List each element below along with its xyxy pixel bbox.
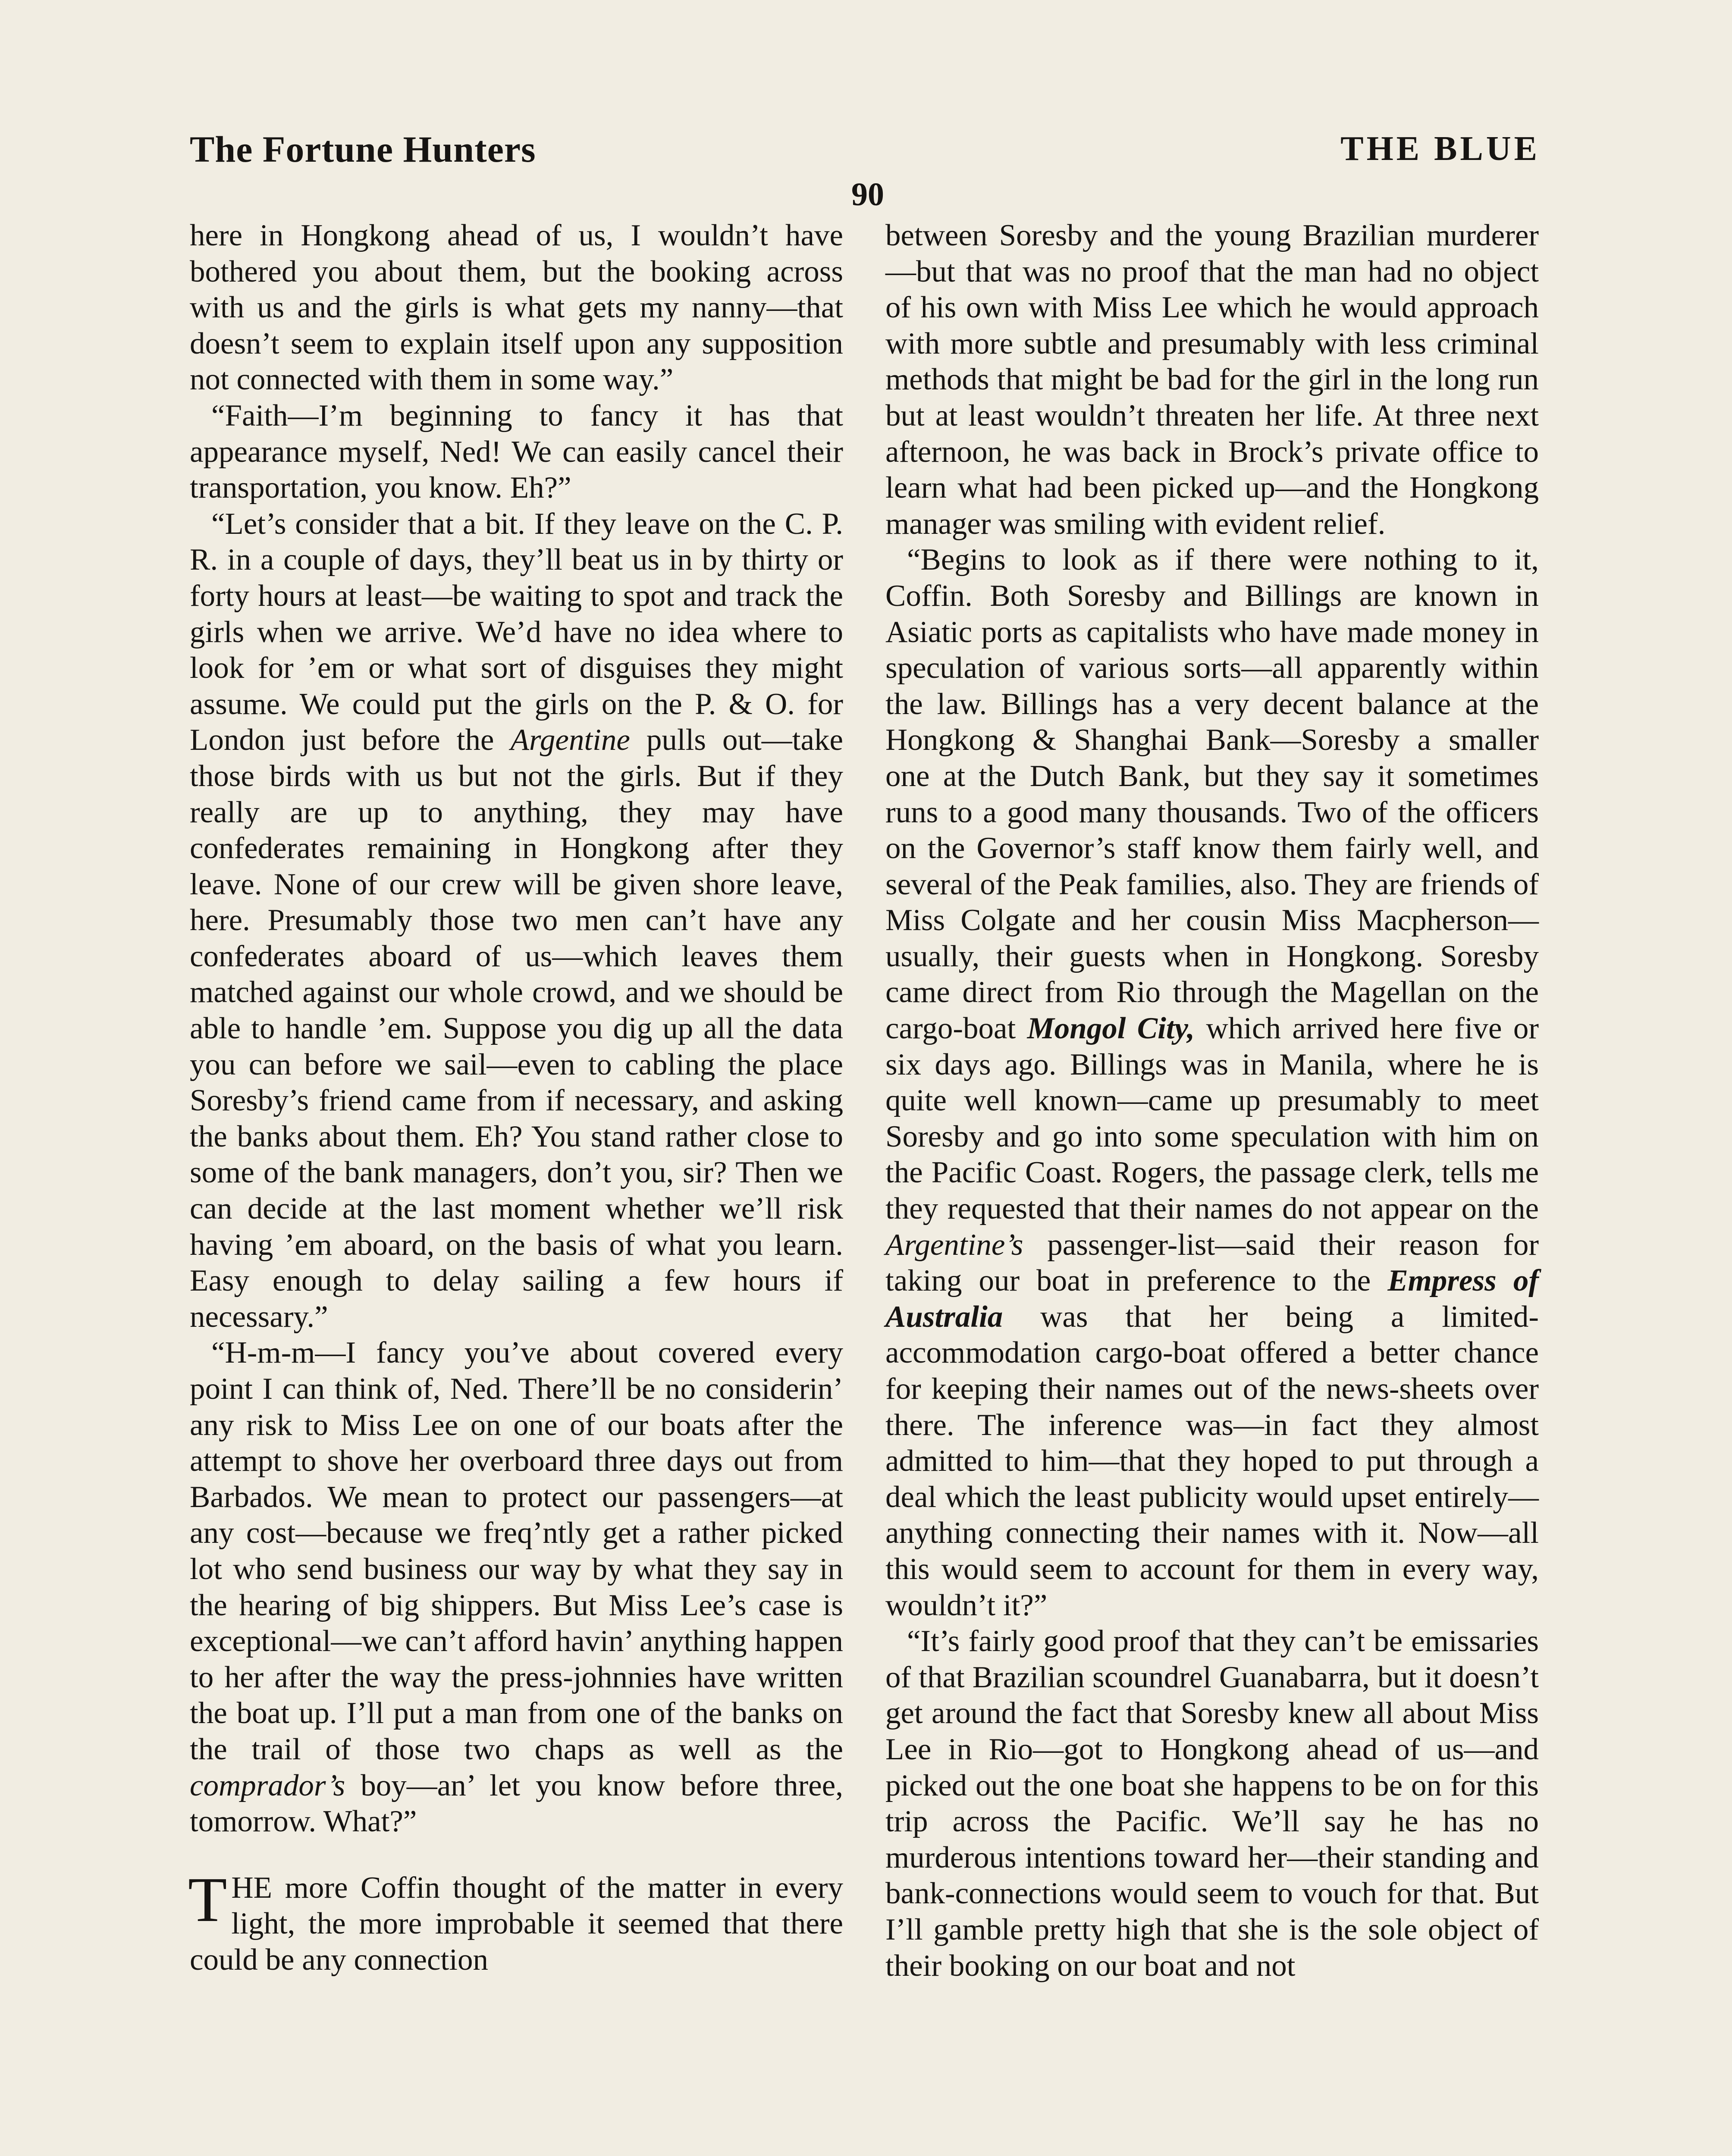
text-run: “Let’s consider that a bit. If they leave on the C. P. R. in a couple of days, they’ll beat us in by thirty or forty hours at least—be waiting to spot and track the girls when we arrive. We’d have no idea where to look for ’em or what sort of disguises they might assume. We could put the girls on the P. & O. for London just before the — [190, 507, 843, 757]
magazine-title: THE BLUE — [1340, 130, 1540, 168]
left-text-column — [190, 218, 843, 1978]
italic-word: comprador’s — [190, 1768, 345, 1802]
right-text-column — [885, 218, 1539, 1984]
paragraph: “It’s fairly good proof that they can’t be emissaries of that Brazilian scoundrel Guanabarra, but it doesn’t get around the fact that Soresby knew all about Miss Lee in Rio—got to Hongkong ahead of us—and picked out the one boat she happens to be on for this trip across the Pacific. We’ll say he has no murderous intentions toward her—their standing and bank-connections would seem to vouch for that. But I’ll gamble pretty high that she is the sole object of their booking on our boat and not — [885, 1624, 1539, 1983]
paragraph-section-start — [188, 1864, 843, 1978]
running-title: The Fortune Hunters — [190, 128, 536, 170]
ship-name-italic: Argentine’s — [885, 1228, 1023, 1262]
text-run: “H-m-m—I fancy you’ve about covered every point I can think of, Ned. There’ll be no considerin’ any risk to Miss Lee on one of our boats after the attempt to shove her overboard three days out from Barbados. We mean to protect our passengers—at any cost—because we freq’ntly get a rather picked lot who send business our way by what they say in the hearing of big shippers. But Miss Lee’s case is exceptional—we can’t afford havin’ anything happen to her after the way the press-johnnies have written the boat up. I’ll put a man from one of the banks on the trail of those two chaps as well as the — [190, 1336, 843, 1766]
text-run: “Begins to look as if there were nothing to it, Coffin. Both Soresby and Billings are known in Asiatic ports as capitalists who have made money in speculation of various sorts—all apparently within the law. Billings has a very decent balance at the Hongkong & Shanghai Bank—Soresby a smaller one at the Dutch Bank, but they say it sometimes runs to a good many thousands. Two of the officers on the Governor’s staff know them fairly well, and several of the Peak families, also. They are friends of Miss Colgate and her cousin Miss Macpherson—usually, their guests when in Hongkong. Soresby came direct from Rio through the Magellan on the cargo-boat — [885, 543, 1539, 1046]
ship-name-italic: Mongol City, — [1027, 1012, 1195, 1046]
ship-name-italic: Empress of Australia — [885, 1264, 1539, 1334]
paragraph: “Faith—I’m beginning to fancy it has that appearance myself, Ned! We can easily cancel their transportation, you know. Eh?” — [190, 398, 843, 505]
text-run: which arrived here five or six days ago. Billings was in Manila, where he is quite well known—came up presumably to meet Soresby and go into some speculation with him on the Pacific Coast. Rogers, the passage clerk, tells me they requested that their names do not appear on the — [885, 1012, 1539, 1226]
paragraph: here in Hongkong ahead of us, I wouldn’t have bothered you about them, but the booking across with us and the girls is what gets my nanny—that doesn’t seem to explain itself upon any supposition not connected with them in some way.” — [190, 219, 843, 397]
text-run: boy—an’ let you know before three, tomorrow. What?” — [190, 1768, 843, 1839]
ship-name-italic: Argentine — [510, 723, 630, 757]
paragraph — [190, 506, 843, 1335]
text-run: pulls out—take those birds with us but not the girls. But if they really are up to anything, they may have confederates remaining in Hongkong after they leave. None of our crew will be given shore leave, here. Presumably those two men can’t have any confederates aboard of us—which leaves them matched against our whole crowd, and we should be able to handle ’em. Suppose you dig up all the data you can before we sail—even to cabling the place Soresby’s friend came from if necessary, and asking the banks about them. Eh? You stand rather close to some of the bank managers, don’t you, sir? Then we can decide at the last moment whether we’ll risk having ’em aboard, on the basis of what you learn. Easy enough to delay sailing a few hours if necessary.” — [190, 723, 843, 1334]
drop-cap: T — [188, 1864, 227, 1935]
text-run: HE more Coffin thought of the matter in every light, the more improbable it seemed that there could be any connection — [190, 1871, 843, 1977]
paragraph — [190, 1335, 843, 1839]
page-number: 90 — [851, 176, 884, 213]
paragraph: between Soresby and the young Brazilian murderer—but that was no proof that the man had no object of his own with Miss Lee which he would approach with more subtle and presumably with less criminal methods that might be bad for the girl in the long run but at least wouldn’t threaten her life. At three next afternoon, he was back in Brock’s private office to learn what had been picked up—and the Hongkong manager was smiling with evident relief. — [885, 219, 1539, 541]
text-run: was that her being a limited-accommodation cargo-boat offered a better chance for keeping their names out of the news-sheets over there. The inference was—in fact they almost admitted to him—that they hoped to put through a deal which the least publicity would upset entirely—anything connecting their names with it. Now—all this would seem to account for them in every way, wouldn’t it?” — [885, 1300, 1539, 1622]
text-run: passenger-list—said their reason for taking our boat in preference to the — [885, 1228, 1539, 1298]
paragraph — [885, 542, 1539, 1623]
